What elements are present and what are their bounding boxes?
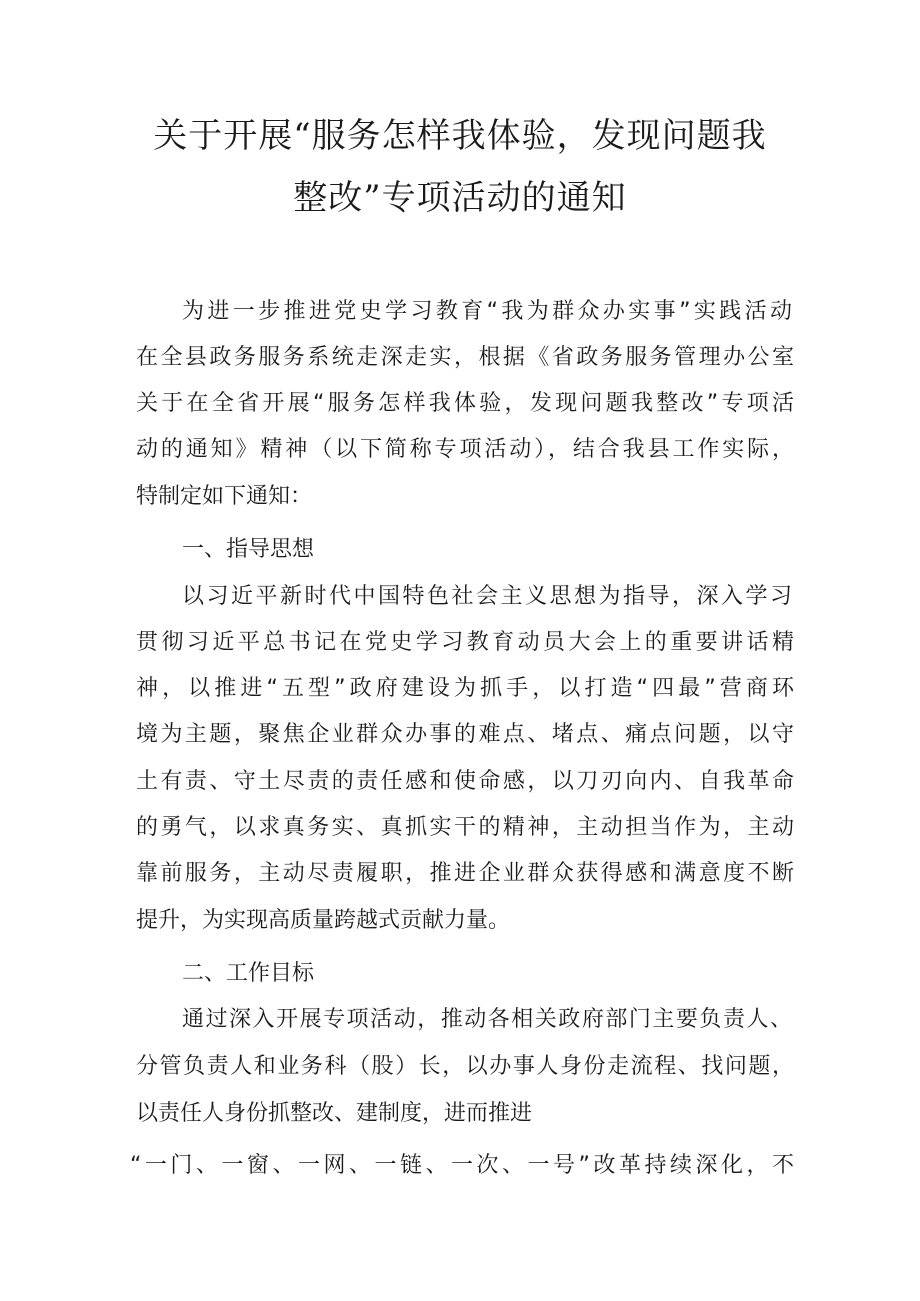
body-line: 境为主题，聚焦企业群众办事的难点、堵点、痛点问题，以守 bbox=[136, 722, 794, 747]
body-line: 分管负责人和业务科（股）长，以办事人身份走流程、找问题， bbox=[136, 1054, 794, 1079]
body-line: 提升，为实现高质量跨越式贡献力量。 bbox=[136, 908, 511, 933]
body-line: 靠前服务，主动尽责履职，推进企业群众获得感和满意度不断 bbox=[136, 861, 794, 886]
body-line: 以习近平新时代中国特色社会主义思想为指导，深入学习 bbox=[182, 584, 792, 609]
body-line: 为进一步推进党史学习教育“我为群众办实事”实践活动 bbox=[182, 299, 792, 324]
body-line: 土有责、守土尽责的责任感和使命感，以刀刃向内、自我革命 bbox=[136, 769, 794, 794]
body-line: 特制定如下通知： bbox=[136, 484, 313, 509]
section-heading-1: 一、指导思想 bbox=[182, 537, 315, 562]
body-line: 神，以推进“五型”政府建设为抓手，以打造“四最”营商环 bbox=[136, 676, 794, 701]
document-title-line-2: 整改”专项活动的通知 bbox=[293, 178, 627, 218]
document-title-line-1: 关于开展“服务怎样我体验，发现问题我 bbox=[153, 116, 767, 156]
body-line: 的勇气，以求真务实、真抓实干的精神，主动担当作为，主动 bbox=[136, 815, 794, 840]
body-line: “一门、一窗、一网、一链、一次、一号”改革持续深化，不 bbox=[130, 1153, 794, 1178]
body-line: 通过深入开展专项活动，推动各相关政府部门主要负责人、 bbox=[182, 1007, 792, 1032]
body-line: 贯彻习近平总书记在党史学习教育动员大会上的重要讲话精 bbox=[136, 630, 794, 655]
body-line: 以责任人身份抓整改、建制度，进而推进 bbox=[136, 1101, 533, 1126]
body-line: 动的通知》精神（以下简称专项活动），结合我县工作实际， bbox=[136, 437, 794, 462]
body-line: 在全县政务服务系统走深走实，根据《省政务服务管理办公室 bbox=[136, 345, 794, 370]
body-line: 关于在全省开展“服务怎样我体验，发现问题我整改”专项活 bbox=[136, 391, 794, 416]
section-heading-2: 二、工作目标 bbox=[182, 961, 315, 986]
